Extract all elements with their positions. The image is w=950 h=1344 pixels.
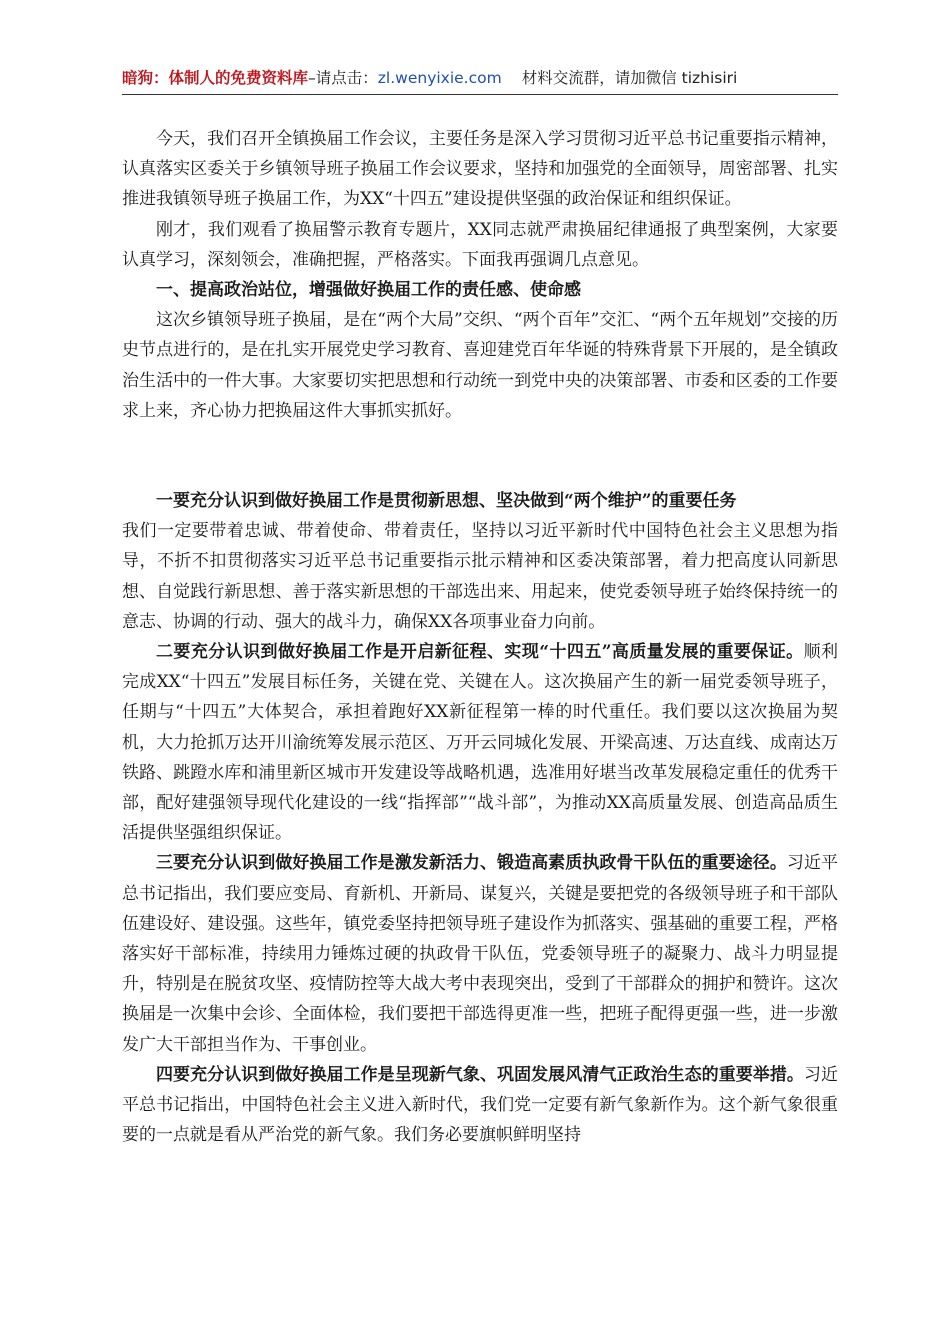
site-link[interactable]: zl.wenyixie.com bbox=[377, 69, 502, 87]
subsection-heading: 一要充分认识到做好换届工作是贯彻新思想、坚决做到“两个维护”的重要任务 bbox=[156, 491, 737, 512]
paragraph: 今天，我们召开全镇换届工作会议，主要任务是深入学习贯彻习近平总书记重要指示精神，认真落实区委关于乡镇领导班子换届工作会议要求，坚持和加强党的全面领导，周密部署、扎实推进我镇领导班子换届工作，为XX“十四五”建设提供坚强的政治保证和组织保证。 bbox=[122, 129, 838, 210]
paragraph-text: 习近平总书记指出，我们要应变局、育新机、开新局、谋复兴，关键是要把党的各级领导班子和干部队伍建设好、建设强。这些年，镇党委坚持把领导班子建设作为抓落实、强基础的重要工程，严格落实好干部标准，持续用力锤炼过硬的执政骨干队伍，党委领导班子的凝聚力、战斗力明显提升，特别是在脱贫攻坚、疫情防控等大战大考中表现突出，受到了干部群众的拥护和赞许。这次换届是一次集中会诊、全面体检，我们要把干部选得更准一些，把班子配得更强一些，进一步激发广大干部担当作为、干事创业。 bbox=[122, 853, 839, 1055]
document-body bbox=[122, 124, 838, 1151]
paragraph-text: 顺利完成XX“十四五”发展目标任务，关键在党、关键在人。这次换届产生的新一届党委领导班子，任期与“十四五”大体契合，承担着跑好XX新征程第一棒的时代重任。我们要以这次换届为契机，大力抢抓万达开川渝统筹发展示范区、万开云同城化发展、开梁高速、万达直线、成南达万铁路、跳蹬水库和浦里新区城市开发建设等战略机遇，选准用好堪当改革发展稳定重任的优秀干部，配好建强领导现代化建设的一线“指挥部”“战斗部”，为推动XX高质量发展、创造高品质生活提供坚强组织保证。 bbox=[122, 642, 838, 844]
paragraph: 刚才，我们观看了换届警示教育专题片，XX同志就严肃换届纪律通报了典型案例，大家要认真学习，深刻领会，准确把握，严格落实。下面我再强调几点意见。 bbox=[122, 219, 838, 270]
paragraph: 这次乡镇领导班子换届，是在“两个大局”交织、“两个百年”交汇、“两个五年规划”交接的历史节点进行的，是在扎实开展党史学习教育、喜迎建党百年华诞的特殊背景下开展的，是全镇政治生活中的一件大事。大家要切实把思想和行动统一到党中央的决策部署、市委和区委的工作要求上来，齐心协力把换届这件大事抓实抓好。 bbox=[122, 310, 838, 421]
paragraph-text: 习近平总书记指出，中国特色社会主义进入新时代，我们党一定要有新气象新作为。这个新气象很重要的一点就是看从严治党的新气象。我们务必要旗帜鲜明坚持 bbox=[122, 1064, 839, 1146]
paragraph-lead: 三要充分认识到做好换届工作是激发新活力、锻造高素质执政骨干队伍的重要途径。 bbox=[156, 853, 787, 874]
paragraph bbox=[122, 848, 838, 1059]
contact-text: 材料交流群，请加微信 tizhisiri bbox=[521, 69, 738, 87]
paragraph-lead: 二要充分认识到做好换届工作是开启新征程、实现“十四五”高质量发展的重要保证。 bbox=[156, 642, 804, 663]
blank-space bbox=[122, 426, 838, 486]
header-divider bbox=[122, 94, 838, 95]
paragraph bbox=[122, 1060, 838, 1151]
paragraph-lead: 四要充分认识到做好换届工作是呈现新气象、巩固发展风清气正政治生态的重要举措。 bbox=[156, 1064, 804, 1085]
click-prompt: –请点击： bbox=[308, 69, 378, 87]
source-label: 暗狗：体制人的免费资料库 bbox=[122, 69, 309, 87]
page-header bbox=[122, 66, 838, 94]
paragraph bbox=[122, 637, 838, 848]
section-heading: 一、提高政治站位，增强做好换届工作的责任感、使命感 bbox=[156, 280, 581, 301]
paragraph: 我们一定要带着忠诚、带着使命、带着责任，坚持以习近平新时代中国特色社会主义思想为指导，不折不扣贯彻落实习近平总书记重要指示批示精神和区委决策部署，着力把高度认同新思想、自觉践行新思想、善于落实新思想的干部选出来、用起来，使党委领导班子始终保持统一的意志、协调的行动、强大的战斗力，确保XX各项事业奋力向前。 bbox=[122, 521, 838, 632]
